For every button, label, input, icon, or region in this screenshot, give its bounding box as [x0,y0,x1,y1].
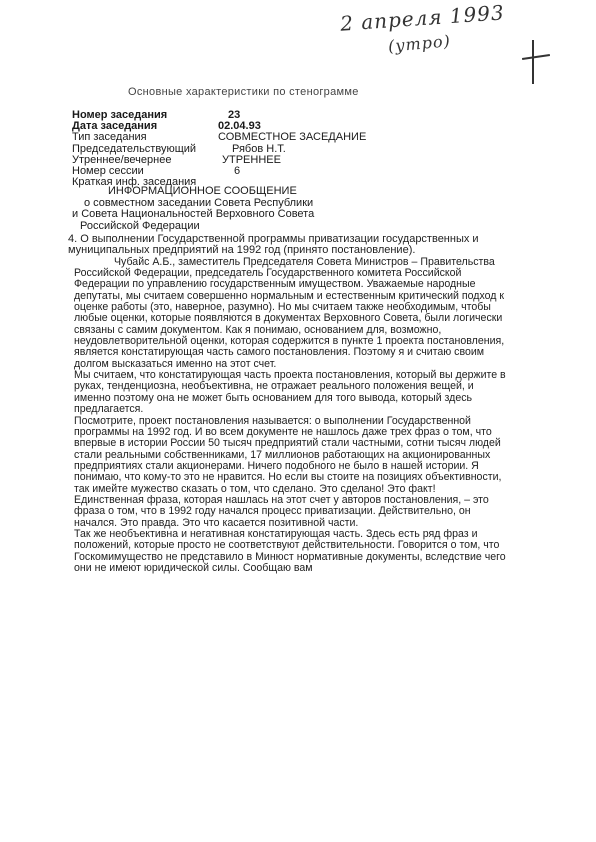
meta-value: УТРЕННЕЕ [222,153,281,166]
speech-paragraph: Чубайс А.Б., заместитель Председателя Совета Министров – Правительства Российской Федерации, председатель Государственного комитета Российской Федерации по управлению государственным имуществом. Уважаемые народные депутаты, мы считаем совершенно нормальным и естественным критический подход к оценке работы (это, наверное, разумно). Но мы считаем также необходимым, чтобы любые оценки, которые появляются в документах Верховного Совета, были логически связаны с самим документом. Как я понимаю, основанием для, возможно, неудовлетворительной оценки, которая содержится в пункте 1 проекта постановления, является констатирующая часть самого постановления. Поэтому я и считаю своим долгом высказаться именно на этот счет. [74,255,505,370]
page-title: Основные характеристики по стенограмме [128,86,359,98]
handwritten-cross-mark [520,40,550,85]
meta-label: Председательствующий [72,142,197,155]
transcript-body [68,233,506,574]
handwritten-time: (утро) [387,31,452,56]
meta-label: Краткая инф. заседания [72,176,197,189]
meta-label: Номер сессии [72,164,144,177]
info-message [72,186,492,232]
info-line: Российской Федерации [80,219,200,232]
info-line: и Совета Национальностей Верховного Совета [72,208,315,221]
meta-value: Рябов Н.Т. [232,142,286,155]
meta-label: Дата заседания [72,120,158,133]
speech-paragraph: Так же необъективна и негативная констатирующая часть. Здесь есть ряд фраз и положений, которые просто не соответствуют действительности. Говорится о том, что Госкомимущество не представило в Минюст нормативные документы, вследствие чего они не имеют юридической силы. Сообщаю вам [74,527,506,574]
meta-block [72,110,512,188]
handwritten-date: 2 апреля 1993 [339,0,506,36]
speech-paragraph: Посмотрите, проект постановления называется: о выполнении Государственной программы на 1992 год. И во всем документе не нашлось даже трех фраз о том, что впервые в истории России 50 тысяч предприятий стали частными, сотни тысяч людей стали реальными собственниками, 17 миллионов работающих на акционированных предприятиях стали акционерами. Ничего подобного не было в нашей истории. Я понимаю, что кому-то это не нравится. Но если вы стоите на позициях объективности, так имейте мужество сказать о том, что сделано. Это сделано! Это факт! Единственная фраза, которая нашлась на этот счет у авторов постановления, – это фраза о том, что в 1992 году начался процесс приватизации. Действительно, он начался. Это правда. Это что касается позитивной части. [74,414,502,529]
meta-label: Номер заседания [72,109,168,121]
meta-label: Тип заседания [72,131,147,144]
meta-row [72,132,512,143]
meta-label: Утреннее/вечернее [72,153,172,166]
meta-value: 23 [228,109,241,121]
meta-value: 6 [234,164,241,177]
speech-paragraph: Мы считаем, что констатирующая часть проекта постановления, который вы держите в руках, тенденциозна, необъективна, не отражает реального положения вещей, и именно поэтому она не может быть основанием для того вывода, который здесь предлагается. [74,369,506,416]
agenda-item: 4. О выполнении Государственной программы приватизации государственных и муниципальных предприятий на 1992 год (принято постановление). [68,233,479,257]
meta-value: СОВМЕСТНОЕ ЗАСЕДАНИЕ [218,131,367,144]
info-line: о совместном заседании Совета Республики [84,196,314,209]
info-line: ИНФОРМАЦИОННОЕ СООБЩЕНИЕ [108,185,297,197]
meta-value: 02.04.93 [218,120,261,133]
